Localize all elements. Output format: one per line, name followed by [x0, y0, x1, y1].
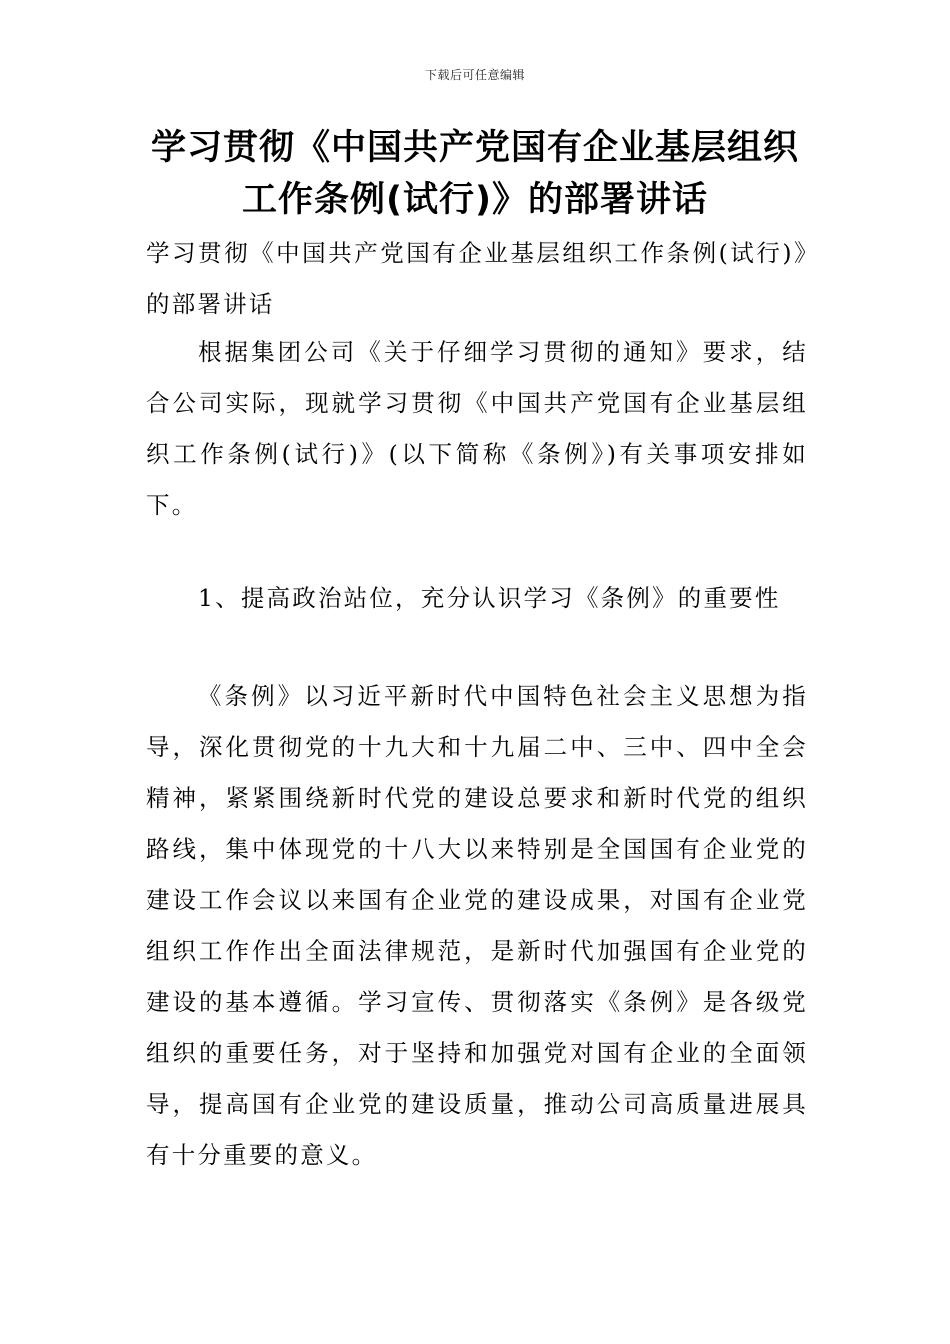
- section-heading-1: 1、提高政治站位，充分认识学习《条例》的重要性: [198, 584, 781, 612]
- document-title: [120, 122, 830, 226]
- title-line-1: 学习贯彻《中国共产党国有企业基层组织: [150, 128, 799, 168]
- header-note: 下载后可任意编辑: [424, 68, 525, 82]
- document-subtitle: 学习贯彻《中国共产党国有企业基层组织工作条例(试行)》的部署讲话: [146, 239, 808, 318]
- paragraph-section-1: 《条例》以习近平新时代中国特色社会主义思想为指导，深化贯彻党的十九大和十九届二中、三中、四中全会精神，紧紧围绕新时代党的建设总要求和新时代党的组织路线，集中体现党的十八大以来特别是全国国有企业党的建设工作会议以来国有企业党的建设成果，对国有企业党组织工作作出全面法律规范，是新时代加强国有企业党的建设的基本遵循。学习宣传、贯彻落实《条例》是各级党组织的重要任务，对于坚持和加强党对国有企业的全面领导，提高国有企业党的建设质量，推动公司高质量进展具有十分重要的意义。: [146, 682, 808, 1169]
- title-line-2: 工作条例(试行)》的部署讲话: [242, 180, 708, 220]
- paragraph-intro: 根据集团公司《关于仔细学习贯彻的通知》要求，结合公司实际，现就学习贯彻《中国共产党国有企业基层组织工作条例(试行)》(以下简称《条例》)有关事项安排如下。: [146, 338, 808, 519]
